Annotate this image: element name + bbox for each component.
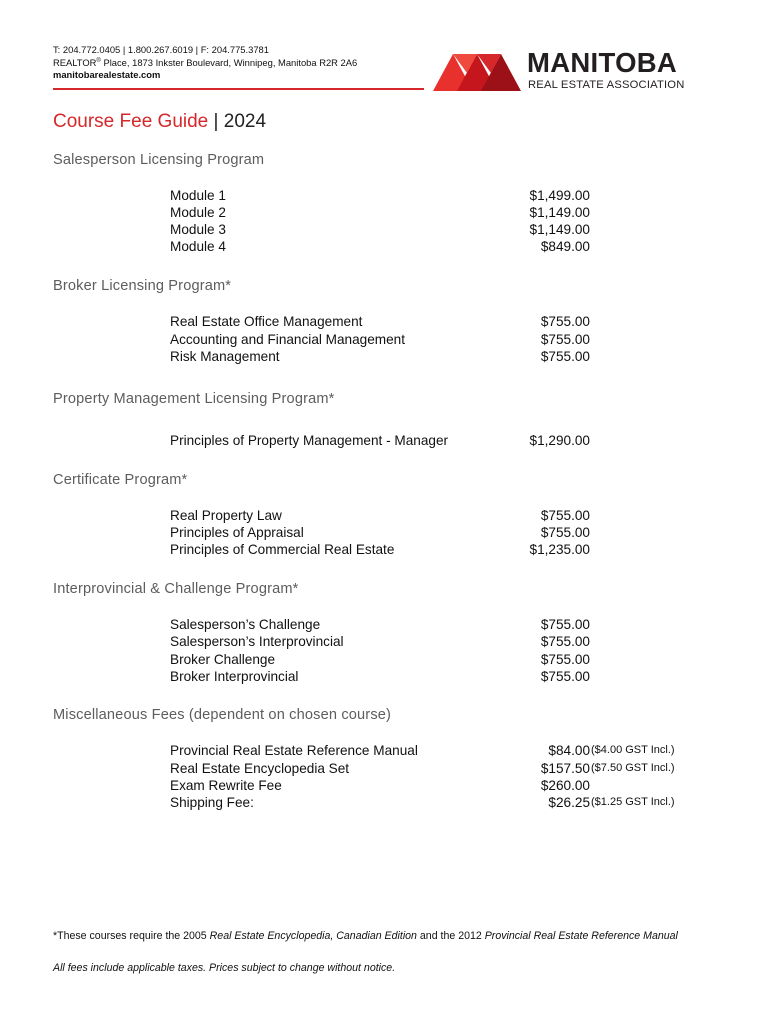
contact-info — [53, 44, 357, 82]
fee-row: Real Estate Office Management $755.00 — [170, 314, 590, 329]
title-separator: | — [213, 111, 219, 132]
title-year: 2024 — [223, 111, 267, 132]
section-title-salesperson: Salesperson Licensing Program — [53, 152, 265, 168]
fee-row: Principles of Property Management - Manager $1,290.00 — [170, 433, 590, 448]
title-main: Course Fee Guide — [53, 111, 209, 132]
fee-row: Real Property Law $755.00 — [170, 508, 590, 523]
page-title — [53, 110, 266, 134]
org-subtitle: REAL ESTATE ASSOCIATION — [528, 79, 685, 91]
header-divider — [53, 88, 424, 90]
fee-row: Broker Interprovincial $755.00 — [170, 669, 590, 684]
fee-row: Principles of Commercial Real Estate $1,235.00 — [170, 542, 590, 557]
footnote-disclaimer: All fees include applicable taxes. Prices subject to change without notice. — [53, 962, 396, 974]
fee-row: Salesperson’s Challenge $755.00 — [170, 617, 590, 632]
fee-row: Broker Challenge $755.00 — [170, 652, 590, 667]
association-logo — [433, 47, 693, 96]
footnote-requirements: *These courses require the 2005 Real Estate Encyclopedia, Canadian Edition and the 2012 Provincial Real Estate Reference Manual — [53, 930, 678, 942]
fee-row: Shipping Fee: $26.25 — [170, 795, 590, 810]
fee-row: Module 3 $1,149.00 — [170, 222, 590, 237]
website-link[interactable]: manitobarealestate.com — [53, 69, 161, 81]
section-title-broker: Broker Licensing Program* — [53, 278, 232, 294]
section-title-interprovincial: Interprovincial & Challenge Program* — [53, 581, 299, 597]
gst-note: ($7.50 GST Incl.) — [591, 762, 675, 774]
fee-row: Exam Rewrite Fee $260.00 — [170, 778, 590, 793]
fee-row: Risk Management $755.00 — [170, 349, 590, 364]
fee-row: Module 2 $1,149.00 — [170, 205, 590, 220]
org-name: MANITOBA — [527, 47, 678, 78]
fee-row: Principles of Appraisal $755.00 — [170, 525, 590, 540]
fee-row: Module 1 $1,499.00 — [170, 188, 590, 203]
logo-mark-icon — [433, 51, 521, 91]
fee-row: Salesperson’s Interprovincial $755.00 — [170, 634, 590, 649]
address-line: REALTOR® Place, 1873 Inkster Boulevard, Winnipeg, Manitoba R2R 2A6 — [53, 56, 358, 68]
fee-row: Provincial Real Estate Reference Manual $84.00 — [170, 743, 590, 758]
fee-row: Accounting and Financial Management $755.00 — [170, 332, 590, 347]
gst-note: ($1.25 GST Incl.) — [591, 796, 675, 808]
gst-note: ($4.00 GST Incl.) — [591, 744, 675, 756]
phone-line: T: 204.772.0405 | 1.800.267.6019 | F: 204.775.3781 — [53, 44, 269, 55]
section-title-miscellaneous: Miscellaneous Fees (dependent on chosen course) — [53, 707, 392, 723]
section-title-property-management: Property Management Licensing Program* — [53, 391, 335, 407]
section-title-certificate: Certificate Program* — [53, 472, 188, 488]
fee-row: Real Estate Encyclopedia Set $157.50 — [170, 761, 590, 776]
fee-row: Module 4 $849.00 — [170, 239, 590, 254]
